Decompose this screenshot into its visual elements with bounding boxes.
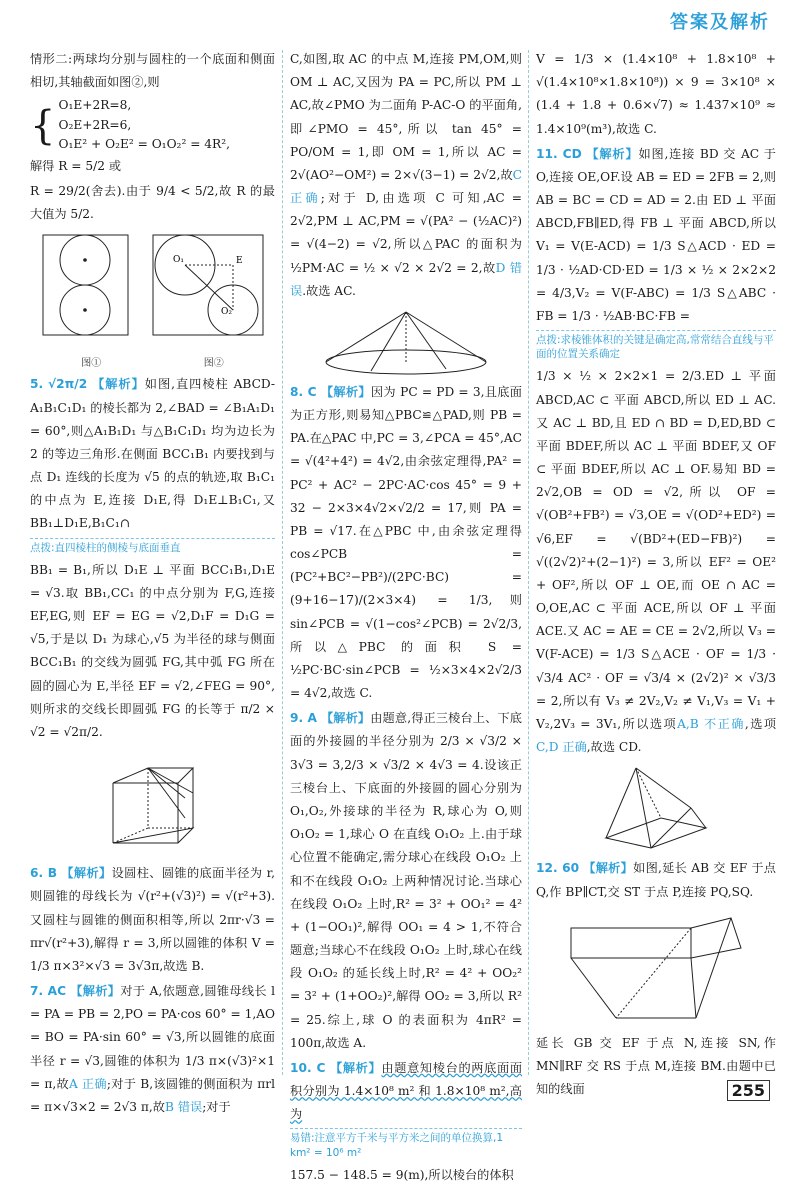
paragraph (290, 48, 522, 303)
paragraph: V = 1/3 × (1.4×10⁸ + 1.8×10⁸ + √(1.4×10⁸×1.8×10⁸)) × 9 = 3×10⁸ × (1.4 + 1.8 + 0.6×√7) ≈ 1.437×10⁹ ≈ 1.4×10⁹(m³),故选 C. (536, 52, 776, 136)
tip-box (536, 330, 776, 363)
analysis-text: C,如图,取 AC 的中点 M,连接 PM,OM,则 OM ⊥ AC,又因为 PA = PC,所以 PM ⊥ AC,故∠PMO 为二面角 P-AC-O 的平面角,即∠PMO = 45°,所以 tan 45° = PO/OM = 1,即 OM = 1,所以 AC = 2√(AO²−OM²) = 2×√(3−1) = 2√2,故 (290, 52, 522, 182)
column-3 (536, 48, 776, 1103)
wrong-mark: D 错误 (290, 260, 522, 298)
paragraph: 情形二:两球均分别与圆柱的一个底面和侧面相切,其轴截面如图②,则 (30, 52, 275, 90)
figure-caption: 图① (81, 358, 102, 370)
equation: O₁E² + O₂E² = O₁O₂² = 4R², (58, 137, 230, 152)
analysis-tag: 【解析】 (320, 384, 371, 399)
question-7 (30, 980, 275, 1119)
analysis-text: 设圆柱、圆锥的底面半径为 r,则圆锥的母线长为 √(r²+(√3)²) = √(r²+3).又圆柱与圆锥的侧面积相等,所以 2πr·√3 = πr√(r²+3),解得 r = 3,所以圆锥的体积 V = 1/3 π×3²×√3 = 3√3π,故选 B. (30, 866, 276, 973)
analysis-text: ;对于 D,由选项 C 可知,AC = 2√2,PM ⊥ AC,PM = √(PA² − (½AC)²) = √(4−2) = √2,所以△PAC 的面积为 ½PM·AC = ½ × √2 × 2√2 = 2,故 (290, 191, 523, 275)
svg-text:O₁: O₁ (172, 255, 184, 266)
question-10 (290, 1057, 522, 1127)
column-divider (282, 50, 283, 1075)
tip-box (290, 1128, 522, 1161)
figure-prism (93, 748, 213, 858)
correct-mark: C,D 正确 (536, 740, 587, 755)
wrong-mark: A,B 不正确 (677, 716, 745, 731)
question-11 (536, 143, 776, 328)
analysis-tag: 【解析】 (583, 861, 634, 876)
figure-spheres-in-cylinder (33, 230, 273, 350)
figure-frustum (556, 908, 756, 1028)
question-number: 11. CD (536, 146, 582, 161)
question-number: 9. A (290, 711, 317, 726)
question-6 (30, 862, 275, 978)
svg-text:O₂: O₂ (220, 307, 232, 318)
analysis-text: 如图,延长 AB 交 EF 于点 Q,作 BP∥CT,交 ST 于点 P,连接 PQ,SQ. (536, 861, 776, 899)
column-1 (30, 48, 275, 1121)
wrong-mark: B 错误 (164, 1099, 203, 1114)
analysis-text: ;对于 (202, 1099, 231, 1114)
correct-mark: C 正确 (290, 167, 522, 206)
question-number: 5. (30, 377, 44, 392)
answer: √2π/2 (48, 377, 88, 392)
equation-system: { O₁E+2R=8, O₂E+2R=6, O₁E² + O₂E² = O₁O₂² = 4R², (30, 96, 275, 155)
column-divider (528, 50, 529, 1075)
analysis-text (536, 365, 776, 759)
analysis-tag: 【解析】 (61, 866, 112, 881)
analysis-text: .故选 AC. (302, 283, 356, 298)
analysis-text: 如图,直四棱柱 ABCD-A₁B₁C₁D₁ 的棱长都为 2,∠BAD = ∠B₁A₁D₁ = 60°,则△A₁B₁D₁ 与△B₁C₁D₁ 均为边长为 2 的等边三角形.在侧面 BCC₁B₁ 内要找到与点 D₁ 连线的长度为 √5 的点的轨迹,取 B₁C₁ 的中点为 E,连接 D₁E,得 D₁E⊥B₁C₁,又 BB₁⊥D₁E,B₁C₁∩ (30, 377, 276, 531)
tip-text: 点拨:求棱锥体积的关键是确定高,常常结合直线与平面的位置关系确定 (536, 334, 774, 361)
analysis-text: 1/3 × ½ × 2×2×1 = 2/3.ED ⊥ 平面 ABCD,AC ⊂ 平面 ABCD,所以 ED ⊥ AC.又 AC ⊥ BD,且 ED ∩ BD = D,ED,BD ⊂ 平面 BDEF,所以 AC ⊥ 平面 BDEF,又 OF ⊂ 平面 BDEF,所以 AC ⊥ OF.易知 BD = 2√2,OB = OD = √2,所以 OF = √(OB²+FB²) = √3,OE = √(OD²+ED²) = √6,EF = √(BD²+(ED−FB)²) = √((2√2)²+(2−1)²) = 3,所以 EF² = OE² + OF²,所以 OF ⊥ OE,而 OE ∩ AC = O,OE,AC ⊂ 平面 ACE,所以 OF ⊥ 平面 ACE.又 AC = AE = CE = 2√2,所以 V₃ = V(F-ACE) = 1/3 S△ACE · OF = 1/3 · √3/4 AC² · OF = √3/4 × (2√2)² × √3/3 = 2,所以有 V₃ ≠ 2V₂,V₂ ≠ V₁,V₃ = V₁ + V₂,2V₃ = 3V₁,所以选项 (536, 369, 776, 731)
question-number: 8. C (290, 384, 317, 399)
question-number: 10. C (290, 1060, 326, 1075)
analysis-text: ,故选 CD. (586, 740, 642, 755)
question-12 (536, 857, 776, 903)
equation: O₁E+2R=8, (58, 98, 132, 113)
svg-text:E: E (235, 256, 243, 267)
analysis-text: 对于 A,依题意,圆锥母线长 l = PA = PB = 2,PO = PA·cos 60° = 1,AO = BO = PA·sin 60° = √3,所以圆锥的底面半径 r = √3,圆锥的体积为 1/3 π×(√3)²×1 = π,故 (30, 984, 275, 1091)
correct-mark: A 正确 (68, 1076, 107, 1091)
analysis-text: ,选项 (744, 716, 777, 731)
analysis-text: 由题意,得正三棱台上、下底面的外接圆的半径分别为 2/3 × √3/2 × 3√3 = 3,2/3 × √3/2 × 4√3 = 4.设该正三棱台上、下底面的外接圆的圆心分别为 O₁,O₂,外接球的半径为 R,球心为 O,则 O₁O₂ = 1,球心 O 在直线 O₁O₂ 上.由于球心位置不能确定,需分球心在线段 O₁O₂ 上和不在线段 O₁O₂ 上两种情况讨论.当球心在线段 O₁O₂ 上时,R² = 3² + OO₁² = 4² + (1−OO₁)²,解得 OO₁ = 4 > 1,不符合题意;当球心不在线段 O₁O₂ 上时,球心在线段 O₁O₂ 的延长线上时,R² = 4² + OO₂² = 3² + (1+OO₂)²,解得 OO₂ = 3,所以 R² = 25.综上,球 O 的表面积为 4πR² = 100π,故选 A. (290, 711, 522, 1050)
analysis-text: 如图,连接 BD 交 AC 于 O,连接 OE,OF.设 AB = ED = 2FB = 2,则 AB = BC = CD = AD = 2.由 ED ⊥ 平面 ABCD,FB∥ED,得 FB ⊥ 平面 ABCD,所以 V₁ = V(E-ACD) = 1/3 S△ACD · ED = 1/3 · ½AD·CD·ED = 1/3 × ½ × 2×2×2 = 4/3,V₂ = V(F-ABC) = 1/3 S△ABC · FB = 1/3 · ½AB·BC·FB = (536, 146, 776, 323)
analysis-text: ;对于 B,该圆锥的侧面积为 πrl = π×√3×2 = 2√3 π,故 (30, 1076, 275, 1114)
tip-text: 点拨:直四棱柱的侧棱与底面垂直 (30, 541, 181, 554)
equation: O₂E+2R=6, (58, 117, 132, 132)
paragraph: R = 29/2(舍去).由于 9/4 < 5/2,故 R 的最大值为 5/2. (30, 184, 275, 222)
analysis-text: 157.5 − 148.5 = 9(m),所以棱台的体积 (290, 1167, 514, 1182)
tip-text: 易错:注意平方千米与平方米之间的单位换算,1 km² = 10⁶ m² (290, 1132, 504, 1159)
tip-box (30, 538, 275, 557)
page-number: 255 (727, 1080, 770, 1101)
analysis-tag: 【解析】 (586, 146, 639, 161)
analysis-text: BB₁ = B₁,所以 D₁E ⊥ 平面 BCC₁B₁,D₁E = √3.取 BB₁,CC₁ 的中点分别为 F,G,连接 EF,EG,则 EF = EG = √2,D₁F = D₁G = √5,于是以 D₁ 为球心,√5 为半径的球与侧面 BCC₁B₁ 的交线为圆弧 FG,其中弧 FG 所在圆的圆心为 E,半径 EF = √2,∠FEG = 90°,则所求的交线长即圆弧 FG 的长等于 π/2 × √2 = √2π/2. (30, 562, 275, 739)
figure-caption: 图② (203, 358, 224, 370)
analysis-text: 延长 GB 交 EF 于点 N,连接 SN,作 MN∥RF 交 RS 于点 M,连接 BM.由题中已知的线面 (536, 1035, 776, 1097)
page-header (0, 0, 800, 40)
question-number: 6. B (30, 866, 58, 881)
question-5 (30, 373, 275, 535)
analysis-text: 由题意知棱台的两底面面积分别为 1.4×10⁸ m² 和 1.8×10⁸ m²,高为 (290, 1060, 523, 1122)
analysis-tag: 【解析】 (70, 984, 121, 999)
column-2 (290, 48, 522, 1189)
question-8 (290, 381, 522, 705)
analysis-text: 因为 PC = PD = 3,且底面为正方形,则易知△PBC≌△PAD,则 PB = PA.在△PAC 中,PC = 3,∠PCA = 45°,AC = √(4²+4²) = 4√2,由余弦定理得,PA² = PC² + AC² − 2PC·AC·cos 45° = 9 + 32 − 2×3×4√2×√2/2 = 17,则 PA = PB = √17.在△PBC 中,由余弦定理得 cos∠PCB = (PC²+BC²−PB²)/(2PC·BC) = (9+16−17)/(2×3×4) = 1/3,则 sin∠PCB = √(1−cos²∠PCB) = 2√2/3,所以△PBC 的面积 S = ½PC·BC·sin∠PCB = ½×3×4×2√2/3 = 4√2,故选 C. (290, 384, 522, 701)
question-number: 7. AC (30, 984, 67, 999)
analysis-tag: 【解析】 (92, 377, 145, 392)
figure-cone (316, 307, 496, 377)
question-9 (290, 707, 522, 1055)
solution-text: 解得 R = 5/2 或 (30, 158, 122, 173)
figure-polyhedron (596, 763, 716, 853)
analysis-tag: 【解析】 (320, 711, 371, 726)
question-number: 12. 60 (536, 861, 580, 876)
header-title: 答案及解析 (670, 12, 770, 33)
analysis-tag: 【解析】 (329, 1060, 382, 1075)
